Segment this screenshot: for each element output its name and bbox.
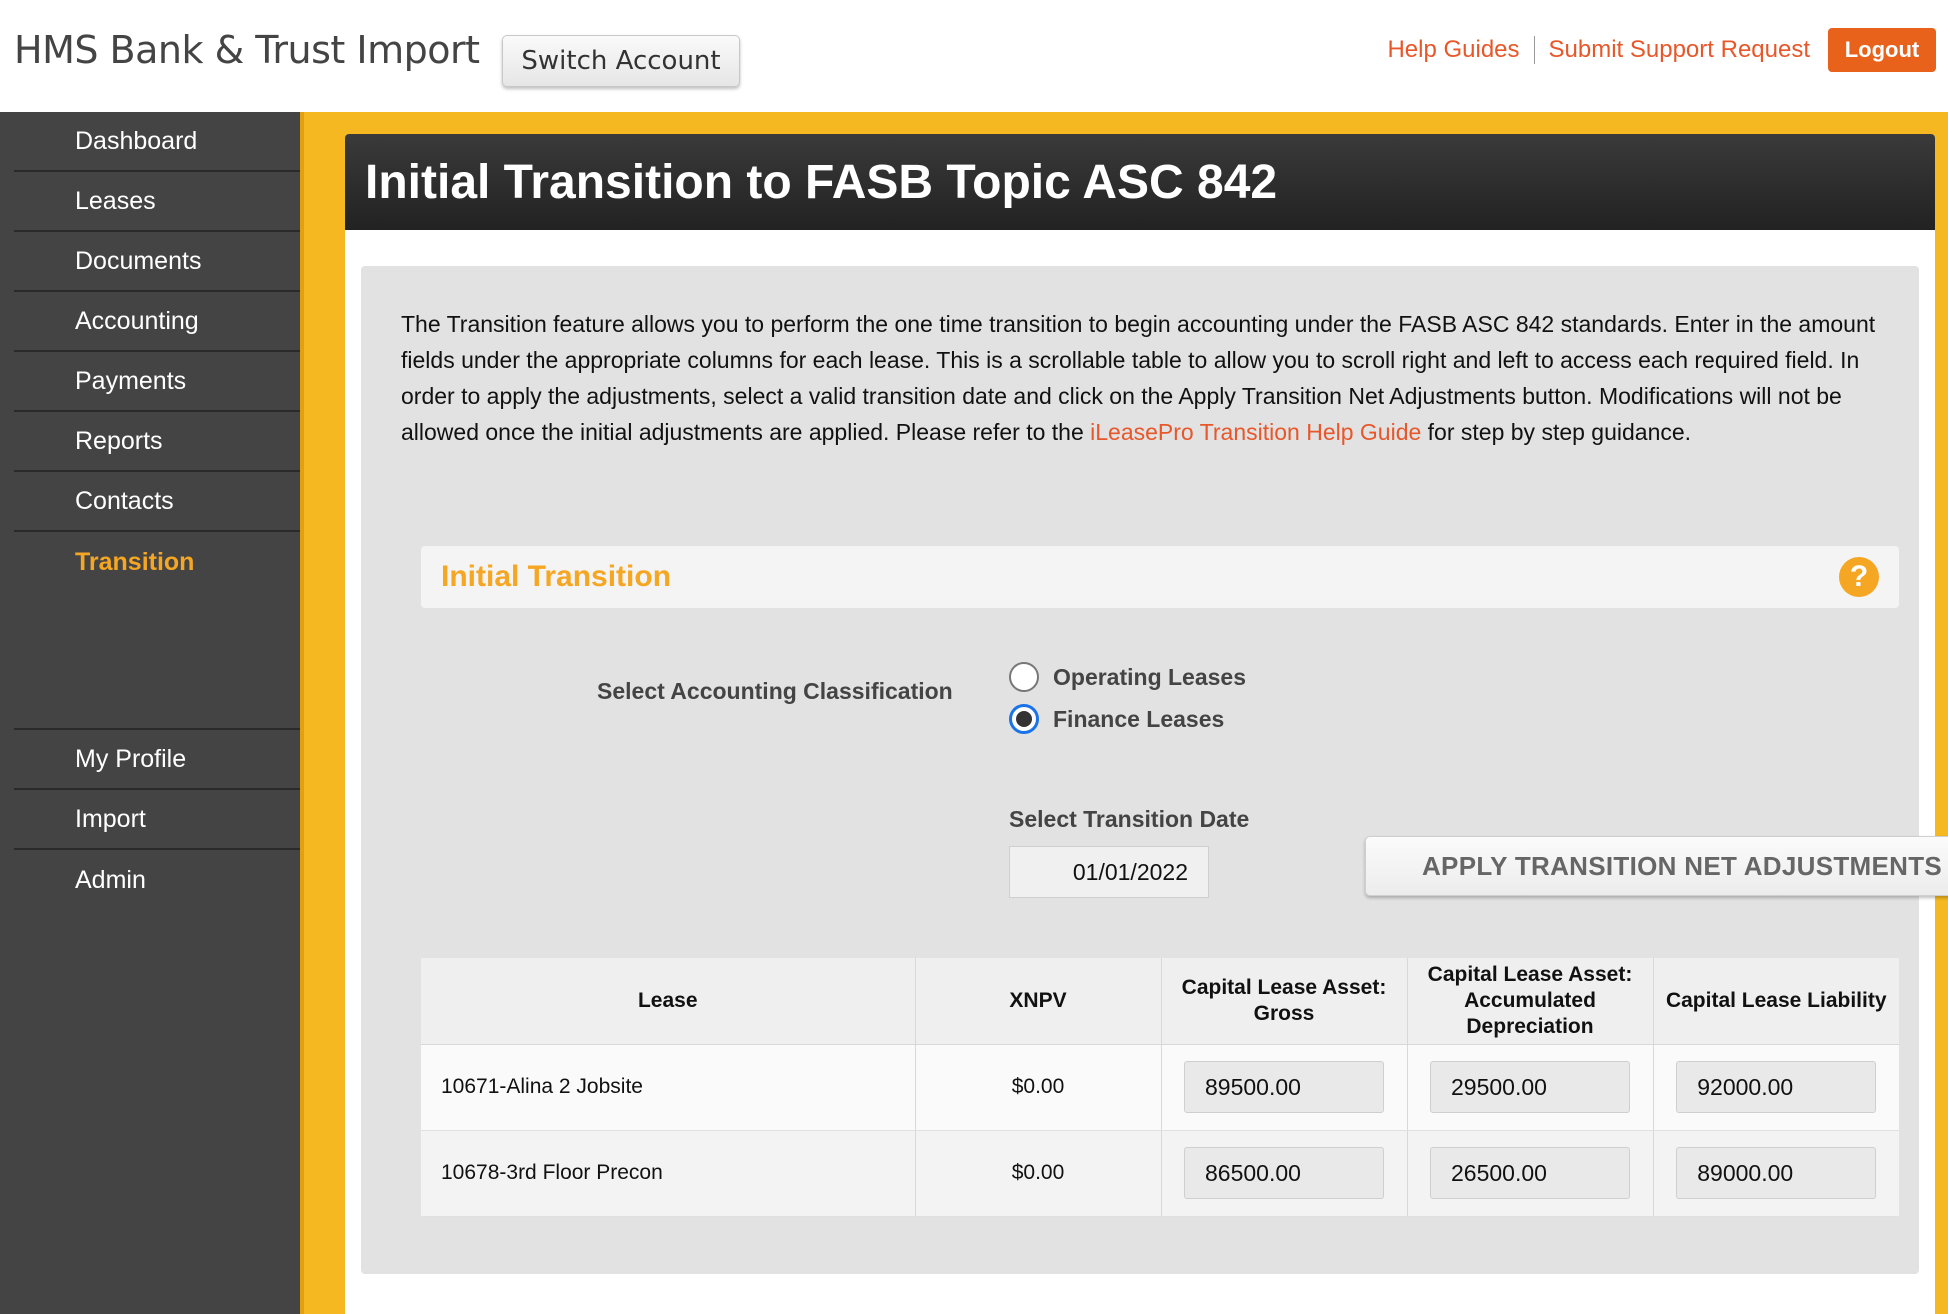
column-header-asset-gross: Capital Lease Asset: Gross — [1161, 958, 1407, 1044]
section-title: Initial Transition — [441, 560, 672, 593]
column-header-lease: Lease — [421, 958, 915, 1044]
transition-date-label: Select Transition Date — [1009, 806, 1250, 832]
help-question-icon[interactable]: ? — [1839, 557, 1879, 597]
accum-dep-input[interactable] — [1430, 1061, 1630, 1113]
transition-date-input[interactable] — [1009, 846, 1209, 898]
accum-dep-input[interactable] — [1430, 1147, 1630, 1199]
sidebar-item-accounting[interactable]: Accounting — [14, 292, 300, 352]
intro-text: The Transition feature allows you to perform the one time transition to begin accounting under the FASB ASC 842 standards. Enter in the amount fields under the appropriate columns for each lease. This is a scrollable table to allow you to scroll right and left to access each required field. In order to apply the adjustments, select a valid transition date and click on the Apply Transition Net Adjustments button. Modifications will not be allowed once the initial adjustments are applied. Please refer to the — [401, 311, 1876, 445]
operating-leases-radio[interactable] — [1009, 662, 1039, 692]
top-links — [1387, 36, 1810, 64]
table-header-row — [421, 958, 1899, 1044]
liability-cell — [1653, 1130, 1899, 1216]
sidebar — [0, 112, 300, 1314]
table-row — [421, 1130, 1899, 1216]
link-separator — [1534, 36, 1535, 64]
sidebar-item-reports[interactable]: Reports — [14, 412, 300, 472]
liability-input[interactable] — [1676, 1147, 1876, 1199]
finance-leases-radio[interactable] — [1009, 704, 1039, 734]
classification-label: Select Accounting Classification — [597, 678, 953, 704]
column-header-accum-depreciation: Capital Lease Asset: Accumulated Depreciation — [1407, 958, 1653, 1044]
initial-transition-section — [421, 546, 1899, 608]
page-title: Initial Transition to FASB Topic ASC 842 — [365, 155, 1278, 209]
logout-button[interactable]: Logout — [1828, 28, 1936, 72]
operating-leases-option[interactable] — [1009, 662, 1246, 692]
help-guides-link[interactable]: Help Guides — [1387, 36, 1520, 63]
table-row — [421, 1044, 1899, 1130]
accum-dep-cell — [1407, 1130, 1653, 1216]
accum-dep-cell — [1407, 1044, 1653, 1130]
sidebar-item-admin[interactable]: Admin — [75, 865, 146, 894]
liability-input[interactable] — [1676, 1061, 1876, 1113]
column-header-xnpv: XNPV — [915, 958, 1161, 1044]
finance-leases-label: Finance Leases — [1053, 705, 1225, 732]
switch-account-button[interactable]: Switch Account — [502, 35, 740, 87]
intro-paragraph — [401, 306, 1891, 450]
sidebar-item-import[interactable]: Import — [14, 790, 300, 850]
asset-gross-cell — [1161, 1130, 1407, 1216]
sidebar-item-dashboard[interactable]: Dashboard — [14, 112, 300, 172]
asset-gross-cell — [1161, 1044, 1407, 1130]
sidebar-item-payments[interactable]: Payments — [14, 352, 300, 412]
liability-cell — [1653, 1044, 1899, 1130]
submit-support-link[interactable]: Submit Support Request — [1548, 36, 1810, 63]
finance-leases-option[interactable] — [1009, 704, 1224, 734]
sidebar-item-leases[interactable]: Leases — [14, 172, 300, 232]
transition-content — [361, 266, 1943, 1274]
operating-leases-label: Operating Leases — [1053, 663, 1247, 690]
column-header-liability: Capital Lease Liability — [1653, 958, 1899, 1044]
top-header — [0, 0, 1948, 112]
asset-gross-input[interactable] — [1184, 1061, 1384, 1113]
sidebar-item-documents[interactable]: Documents — [14, 232, 300, 292]
sidebar-item-my-profile[interactable]: My Profile — [14, 730, 300, 790]
apply-transition-button[interactable]: APPLY TRANSITION NET ADJUSTMENTS — [1365, 836, 1948, 896]
lease-cell: 10678-3rd Floor Precon — [421, 1130, 915, 1216]
xnpv-cell: $0.00 — [915, 1130, 1161, 1216]
asset-gross-input[interactable] — [1184, 1147, 1384, 1199]
panel-header — [345, 134, 1935, 230]
main-panel — [345, 134, 1943, 1314]
intro-tail: for step by step guidance. — [1421, 419, 1692, 445]
transition-table — [421, 958, 1899, 1217]
xnpv-cell: $0.00 — [915, 1044, 1161, 1130]
lease-cell: 10671-Alina 2 Jobsite — [421, 1044, 915, 1130]
app-title: HMS Bank & Trust Import — [14, 28, 480, 72]
transition-help-guide-link[interactable]: iLeasePro Transition Help Guide — [1090, 419, 1422, 445]
sidebar-item-transition[interactable]: Transition — [75, 547, 195, 576]
sidebar-item-contacts[interactable]: Contacts — [14, 472, 300, 532]
